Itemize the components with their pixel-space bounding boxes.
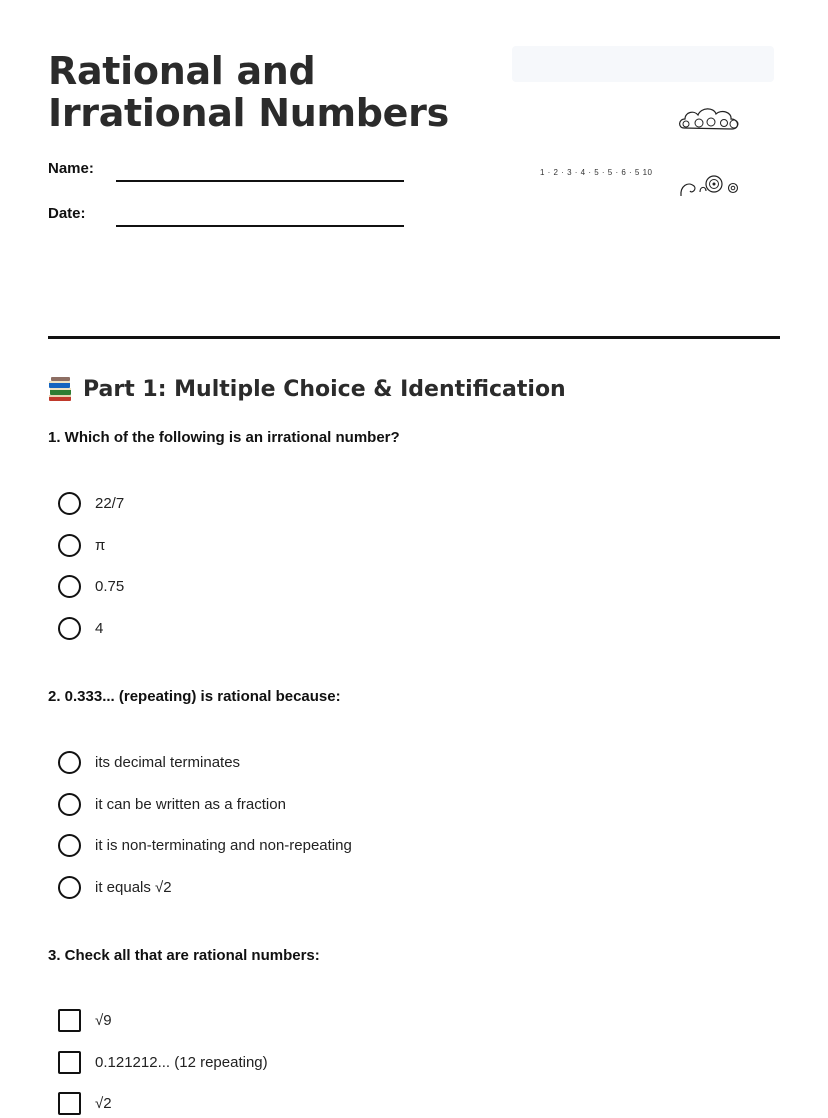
name-field-line[interactable] xyxy=(116,180,404,182)
part1-heading xyxy=(48,372,566,406)
q1-option-a[interactable] xyxy=(58,491,124,515)
q2-option-c[interactable] xyxy=(58,833,352,857)
number-line-doodle: 1 · 2 · 3 · 4 · 5 · 5 · 6 · 5 10 xyxy=(540,168,653,177)
radio-button[interactable] xyxy=(58,492,81,515)
checkbox[interactable] xyxy=(58,1009,81,1032)
radio-button[interactable] xyxy=(58,793,81,816)
option-label: 22/7 xyxy=(95,494,125,512)
question-2-text: 2. 0.333... (repeating) is rational because: xyxy=(48,688,341,705)
option-label: √2 xyxy=(95,1094,112,1112)
option-label: it can be written as a fraction xyxy=(95,795,286,813)
q1-option-b[interactable] xyxy=(58,533,105,557)
date-label: Date: xyxy=(48,205,86,222)
q2-option-a[interactable] xyxy=(58,750,240,774)
checkbox[interactable] xyxy=(58,1092,81,1115)
option-label: 0.75 xyxy=(95,577,125,595)
option-label: it equals √2 xyxy=(95,878,172,896)
option-label: 4 xyxy=(95,619,104,637)
option-label: √9 xyxy=(95,1011,112,1029)
option-label: it is non-terminating and non-repeating xyxy=(95,836,352,854)
radio-button[interactable] xyxy=(58,751,81,774)
name-label: Name: xyxy=(48,160,94,177)
question-3-text: 3. Check all that are rational numbers: xyxy=(48,947,320,964)
q1-option-d[interactable] xyxy=(58,616,103,640)
q3-option-c[interactable] xyxy=(58,1091,112,1115)
radio-button[interactable] xyxy=(58,534,81,557)
q3-option-a[interactable] xyxy=(58,1008,112,1032)
question-1-text: 1. Which of the following is an irrational number? xyxy=(48,429,400,446)
worksheet-title: Rational and Irrational Numbers xyxy=(48,49,449,135)
radio-button[interactable] xyxy=(58,617,81,640)
radio-button[interactable] xyxy=(58,834,81,857)
date-field-line[interactable] xyxy=(116,225,404,227)
q1-option-c[interactable] xyxy=(58,574,124,598)
section-divider xyxy=(48,336,780,339)
q3-option-b[interactable] xyxy=(58,1050,268,1074)
checkbox[interactable] xyxy=(58,1051,81,1074)
books-icon xyxy=(48,376,72,402)
part1-heading-text: Part 1: Multiple Choice & Identification xyxy=(83,376,566,402)
q2-option-d[interactable] xyxy=(58,875,172,899)
option-label: 0.121212... (12 repeating) xyxy=(95,1053,268,1071)
q2-option-b[interactable] xyxy=(58,792,286,816)
header-decoration-bar xyxy=(512,46,774,82)
cloud-doodle-icon xyxy=(676,104,744,138)
radio-button[interactable] xyxy=(58,876,81,899)
spiral-doodle-icon xyxy=(678,172,742,200)
option-label: its decimal terminates xyxy=(95,753,241,771)
option-label: π xyxy=(95,536,106,554)
radio-button[interactable] xyxy=(58,575,81,598)
